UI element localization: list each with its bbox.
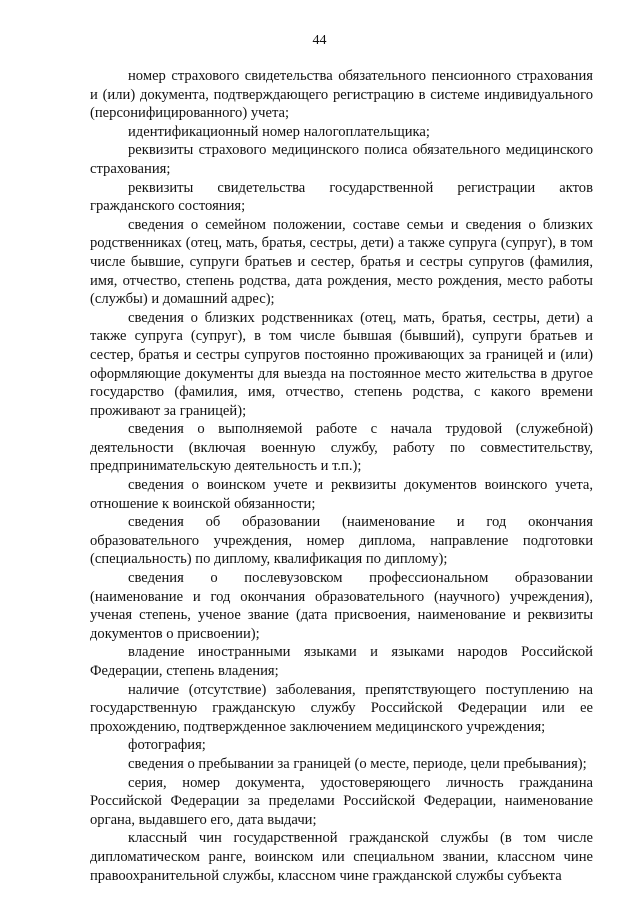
paragraph-family-status: сведения о семейном положении, составе семьи и сведения о близких родственниках (отец, мать, братья, сестры, дети) а также супруга (супруг), в том числе бывшие, супруги братьев и сестер, братья и сестры супругов (фамилия, имя, отчество, степень родства, дата рождения, место рождения, место работы (службы) и домашний адрес);	[90, 216, 593, 308]
paragraph-medical-insurance: реквизиты страхового медицинского полиса обязательного медицинского страхования;	[90, 142, 593, 177]
paragraph-photograph: фотография;	[128, 737, 206, 754]
page-number: 44	[312, 33, 327, 48]
paragraph-work-history: сведения о выполняемой работе с начала трудовой (служебной) деятельности (включая военную службу, работу по совместительству, предпринимательскую деятельность и т.п.);	[90, 421, 593, 475]
document-body	[90, 67, 593, 885]
paragraph-passport-abroad: серия, номер документа, удостоверяющего личность гражданина Российской Федерации за пределами Российской Федерации, наименование органа, выдавшего его, дата выдачи;	[90, 774, 593, 828]
paragraph-education: сведения об образовании (наименование и год окончания образовательного учреждения, номер диплома, направление подготовки (специальность) по диплому, квалификация по диплому);	[90, 514, 593, 568]
paragraph-relatives-abroad: сведения о близких родственниках (отец, мать, братья, сестры, дети) а также супруга (супруг), в том числе бывшая (бывший), супруги братьев и сестер, братья и сестры супругов постоянно проживающих за границей и (или) оформляющие документы для выезда на постоянное место жительства в другое государство (фамилия, имя, отчество, степень родства, с какого времени проживают за границей);	[90, 309, 593, 419]
paragraph-taxpayer-id: идентификационный номер налогоплательщика;	[128, 123, 430, 140]
paragraph-postgraduate-education: сведения о послевузовском профессиональном образовании (наименование и год окончания образовательного (научного) учреждения), ученая степень, ученое звание (дата присвоения, наименование и реквизиты документов о присвоении);	[90, 570, 593, 642]
paragraph-pension-insurance-number: номер страхового свидетельства обязательного пенсионного страхования и (или) документа, подтверждающего регистрацию в системе индивидуального (персонифицированного) учета;	[90, 68, 593, 122]
paragraph-civil-registration: реквизиты свидетельства государственной регистрации актов гражданского состояния;	[90, 179, 593, 215]
paragraph-stays-abroad: сведения о пребывании за границей (о месте, периоде, цели пребывания);	[128, 755, 587, 772]
paragraph-military-registration: сведения о воинском учете и реквизиты документов воинского учета, отношение к воинской обязанности;	[90, 477, 593, 512]
paragraph-class-rank: классный чин государственной гражданской службы (в том числе дипломатическом ранге, воинском или специальном звании, классном чине правоохранительной службы, классном чине гражданской службы субъекта	[90, 830, 593, 884]
paragraph-languages: владение иностранными языками и языками народов Российской Федерации, степень владения;	[90, 644, 593, 679]
paragraph-health-condition: наличие (отсутствие) заболевания, препятствующего поступлению на государственную гражданскую службу Российской Федерации или ее прохождению, подтвержденное заключением медицинского учреждения;	[90, 681, 593, 735]
